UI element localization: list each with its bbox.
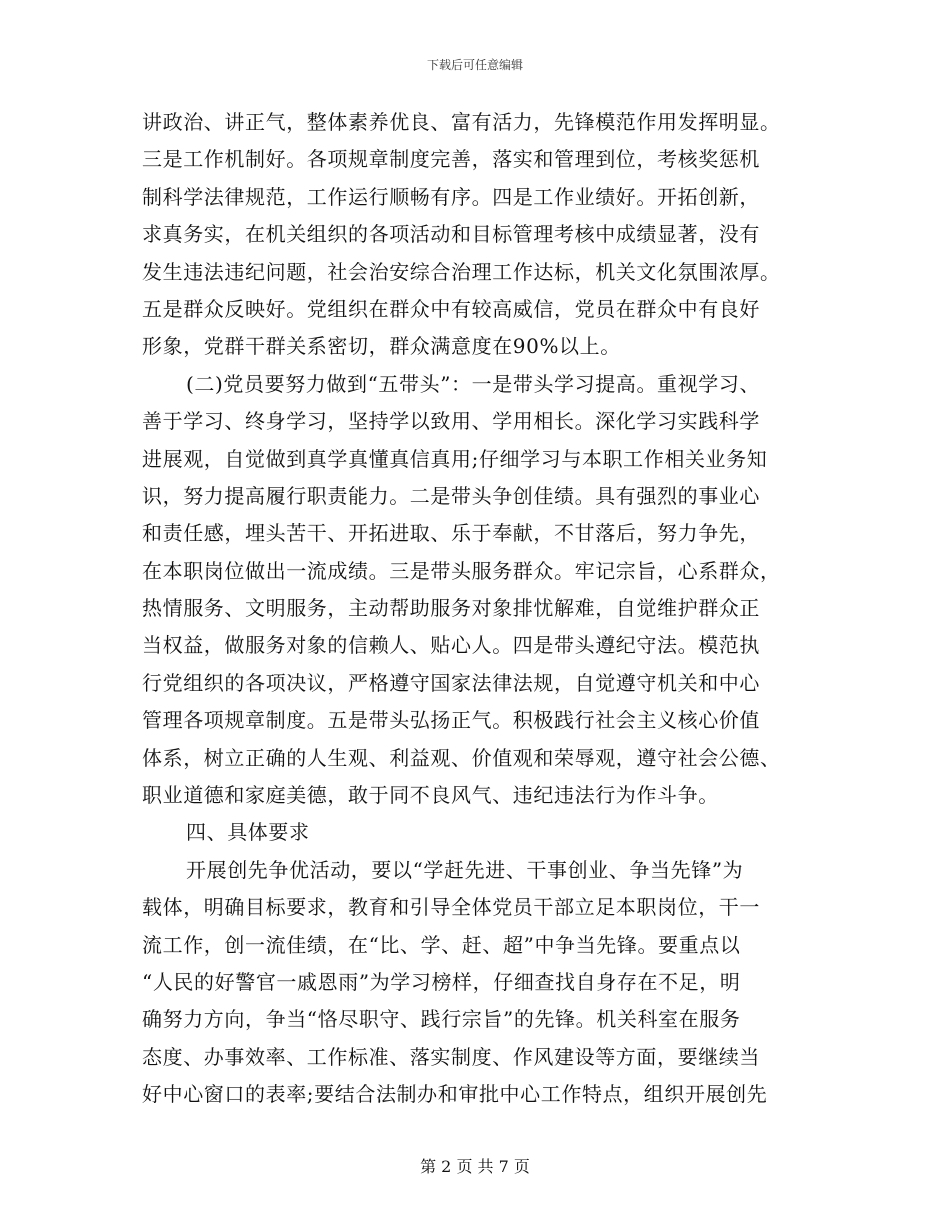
text-line: (二)党员要努力做到“五带头”：一是带头学习提高。重视学习、 [186, 371, 761, 396]
text-line: 五是群众反映好。党组织在群众中有较高威信，党员在群众中有良好 [142, 296, 760, 321]
text-line: 好中心窗口的表率;要结合法制办和审批中心工作特点，组织开展创先 [142, 1082, 768, 1107]
text-line: 三是工作机制好。各项规章制度完善，落实和管理到位，考核奖惩机 [142, 147, 760, 172]
page-header: 下载后可任意编辑 [426, 58, 523, 72]
text-line: 开展创先争优活动，要以“学赶先进、干事创业、争当先锋”为 [186, 857, 744, 882]
text-line: 讲政治、讲正气，整体素养优良、富有活力，先锋模范作用发挥明显。 [142, 110, 781, 134]
text-line: 善于学习、终身学习，坚持学以致用、学用相长。深化学习实践科学 [142, 409, 760, 434]
text-line: 求真务实，在机关组织的各项活动和目标管理考核中成绩显著，没有 [142, 222, 760, 247]
page-number-footer: 第 2 页 共 7 页 [420, 1157, 530, 1176]
text-line: 热情服务、文明服务，主动帮助服务对象排忧解难，自觉维护群众正 [142, 596, 760, 621]
text-line: 载体，明确目标要求，教育和引导全体党员干部立足本职岗位，干一 [142, 895, 760, 920]
text-line: “人民的好警官一戚恩雨”为学习榜样，仔细查找自身存在不足，明 [142, 969, 741, 994]
text-line: 当权益，做服务对象的信赖人、贴心人。四是带头遵纪守法。模范执 [142, 633, 760, 658]
text-line: 体系，树立正确的人生观、利益观、价值观和荣辱观，遵守社会公德、 [142, 745, 781, 770]
text-line: 行党组织的各项决议，严格遵守国家法律法规，自觉遵守机关和中心 [142, 670, 760, 695]
document-body [142, 104, 812, 1114]
text-line: 职业道德和家庭美德，敢于同不良风气、违纪违法行为作斗争。 [142, 783, 719, 808]
text-line: 态度、办事效率、工作标准、落实制度、作风建设等方面，要继续当 [142, 1044, 760, 1069]
text-line: 和责任感，埋头苦干、开拓进取、乐于奉献，不甘落后，努力争先， [142, 521, 760, 546]
text-line: 四、具体要求 [186, 820, 310, 845]
text-line: 发生违法违纪问题，社会治安综合治理工作达标，机关文化氛围浓厚。 [142, 259, 781, 284]
text-line: 识，努力提高履行职责能力。二是带头争创佳绩。具有强烈的事业心 [142, 483, 760, 508]
text-line: 进展观，自觉做到真学真懂真信真用;仔细学习与本职工作相关业务知 [142, 446, 768, 471]
text-line: 管理各项规章制度。五是带头弘扬正气。积极践行社会主义核心价值 [142, 708, 760, 733]
text-line: 形象，党群干群关系密切，群众满意度在90%以上。 [142, 334, 621, 359]
text-line: 在本职岗位做出一流成绩。三是带头服务群众。牢记宗旨，心系群众， [142, 558, 781, 583]
text-line: 制科学法律规范，工作运行顺畅有序。四是工作业绩好。开拓创新， [142, 184, 760, 209]
text-line: 流工作，创一流佳绩，在“比、学、赶、超”中争当先锋。要重点以 [142, 932, 741, 957]
text-line: 确努力方向，争当“恪尽职守、践行宗旨”的先锋。机关科室在服务 [142, 1007, 741, 1032]
